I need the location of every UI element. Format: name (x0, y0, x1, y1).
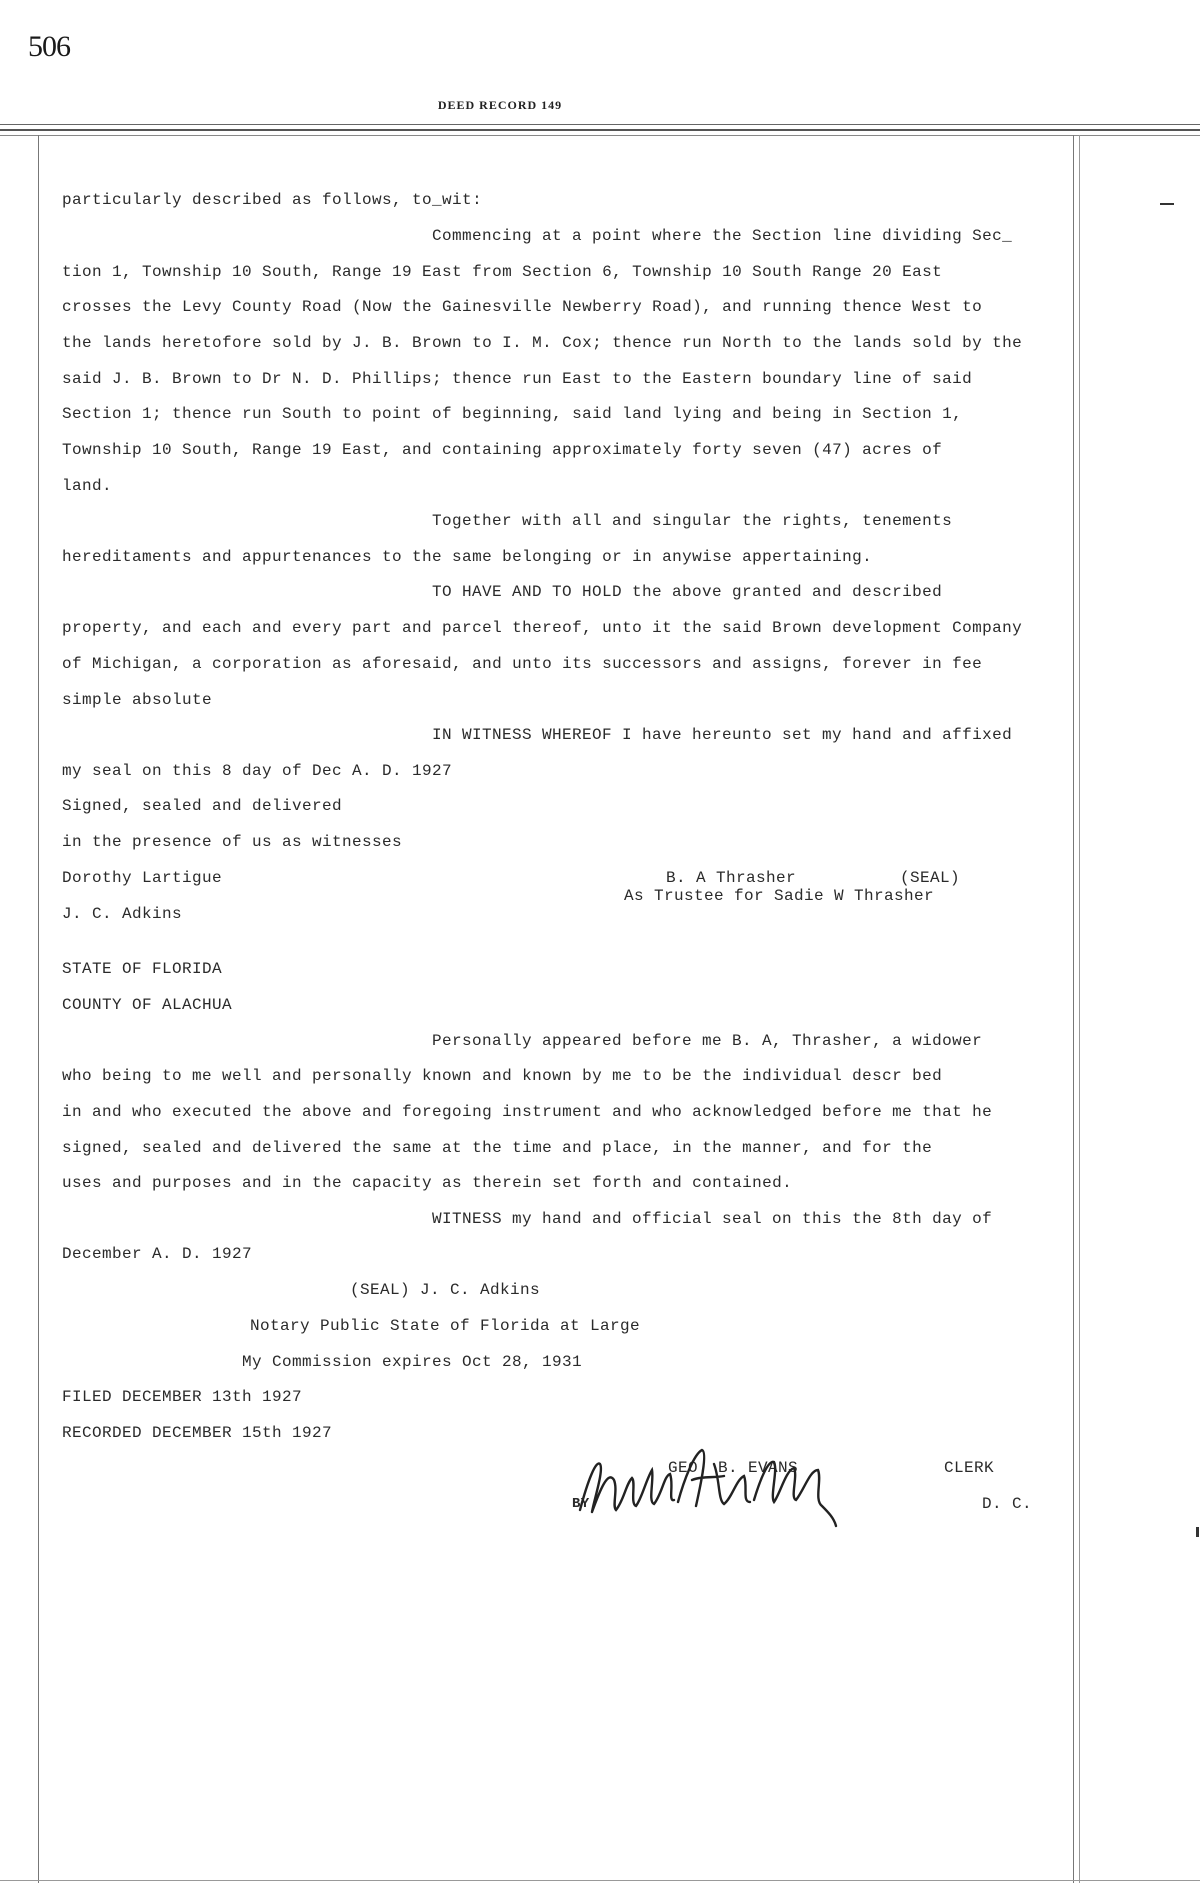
acknowledgment-line: Personally appeared before me B. A, Thrasher, a widower (432, 1032, 983, 1050)
body-line: simple absolute (62, 691, 213, 709)
body-line: property, and each and every part and parcel thereof, unto it the said Brown development Company (62, 619, 1023, 637)
acknowledgment-line: uses and purposes and in the capacity as therein set forth and contained. (62, 1174, 793, 1192)
clerk-title: CLERK (944, 1459, 995, 1477)
notary-commission: My Commission expires Oct 28, 1931 (242, 1353, 583, 1371)
body-line: said J. B. Brown to Dr N. D. Phillips; thence run East to the Eastern boundary line of said (62, 370, 973, 388)
grantor-seal: (SEAL) (900, 869, 961, 887)
filed-date: FILED DECEMBER 13th 1927 (62, 1388, 303, 1406)
body-line: Section 1; thence run South to point of beginning, said land lying and being in Section 1, (62, 405, 963, 423)
body-line: Commencing at a point where the Section line dividing Sec_ (432, 227, 1013, 245)
body-line: Signed, sealed and delivered (62, 797, 343, 815)
county-heading: COUNTY OF ALACHUA (62, 996, 233, 1014)
right-margin-line-outer (1079, 135, 1080, 1883)
acknowledgment-line: who being to me well and personally known and known by me to be the individual descr bed (62, 1067, 943, 1085)
acknowledgment-line: signed, sealed and delivered the same at the time and place, in the manner, and for the (62, 1139, 933, 1157)
witness-name: J. C. Adkins (62, 905, 183, 923)
body-line: of Michigan, a corporation as aforesaid, and unto its successors and assigns, forever in fee (62, 655, 983, 673)
right-margin-line (1073, 135, 1074, 1883)
witness-name: Dorothy Lartigue (62, 869, 223, 887)
clerk-name: GEO. B. EVANS (668, 1459, 799, 1477)
header-rule-middle (0, 129, 1200, 131)
acknowledgment-date: December A. D. 1927 (62, 1245, 253, 1263)
witness-clause: WITNESS my hand and official seal on this the 8th day of (432, 1210, 993, 1228)
header-rule-bottom (0, 135, 1200, 136)
acknowledgment-line: in and who executed the above and foregoing instrument and who acknowledged before me that he (62, 1103, 993, 1121)
record-title: DEED RECORD 149 (437, 98, 563, 112)
body-line: Township 10 South, Range 19 East, and containing approximately forty seven (47) acres of (62, 441, 943, 459)
body-line: land. (62, 477, 113, 495)
grantor-capacity: As Trustee for Sadie W Thrasher (624, 887, 935, 905)
header-rule-top (0, 124, 1200, 125)
notary-seal-line: (SEAL) J. C. Adkins (350, 1281, 541, 1299)
grantor-name: B. A Thrasher (666, 869, 797, 887)
bottom-rule (0, 1880, 1200, 1881)
margin-tick (1160, 203, 1174, 205)
deputy-clerk-title: D. C. (982, 1495, 1033, 1513)
deputy-clerk-signature (574, 1440, 854, 1530)
body-line: my seal on this 8 day of Dec A. D. 1927 (62, 762, 453, 780)
state-heading: STATE OF FLORIDA (62, 960, 223, 978)
page-number: 506 (28, 30, 70, 63)
body-line: TO HAVE AND TO HOLD the above granted and described (432, 583, 943, 601)
body-line: in the presence of us as witnesses (62, 833, 403, 851)
body-line: crosses the Levy County Road (Now the Gainesville Newberry Road), and running thence West to (62, 298, 983, 316)
recorded-date: RECORDED DECEMBER 15th 1927 (62, 1424, 333, 1442)
notary-title: Notary Public State of Florida at Large (250, 1317, 641, 1335)
margin-tick (1196, 1527, 1199, 1537)
body-line: particularly described as follows, to_wit: (62, 191, 483, 209)
body-line: Together with all and singular the rights, tenements (432, 512, 953, 530)
body-line: IN WITNESS WHEREOF I have hereunto set my hand and affixed (432, 726, 1013, 744)
by-label: BY (572, 1496, 590, 1512)
body-line: hereditaments and appurtenances to the same belonging or in anywise appertaining. (62, 548, 873, 566)
body-line: tion 1, Township 10 South, Range 19 East from Section 6, Township 10 South Range 20 East (62, 263, 943, 281)
left-margin-line (38, 135, 39, 1883)
body-line: the lands heretofore sold by J. B. Brown to I. M. Cox; thence run North to the lands sold by the (62, 334, 1023, 352)
